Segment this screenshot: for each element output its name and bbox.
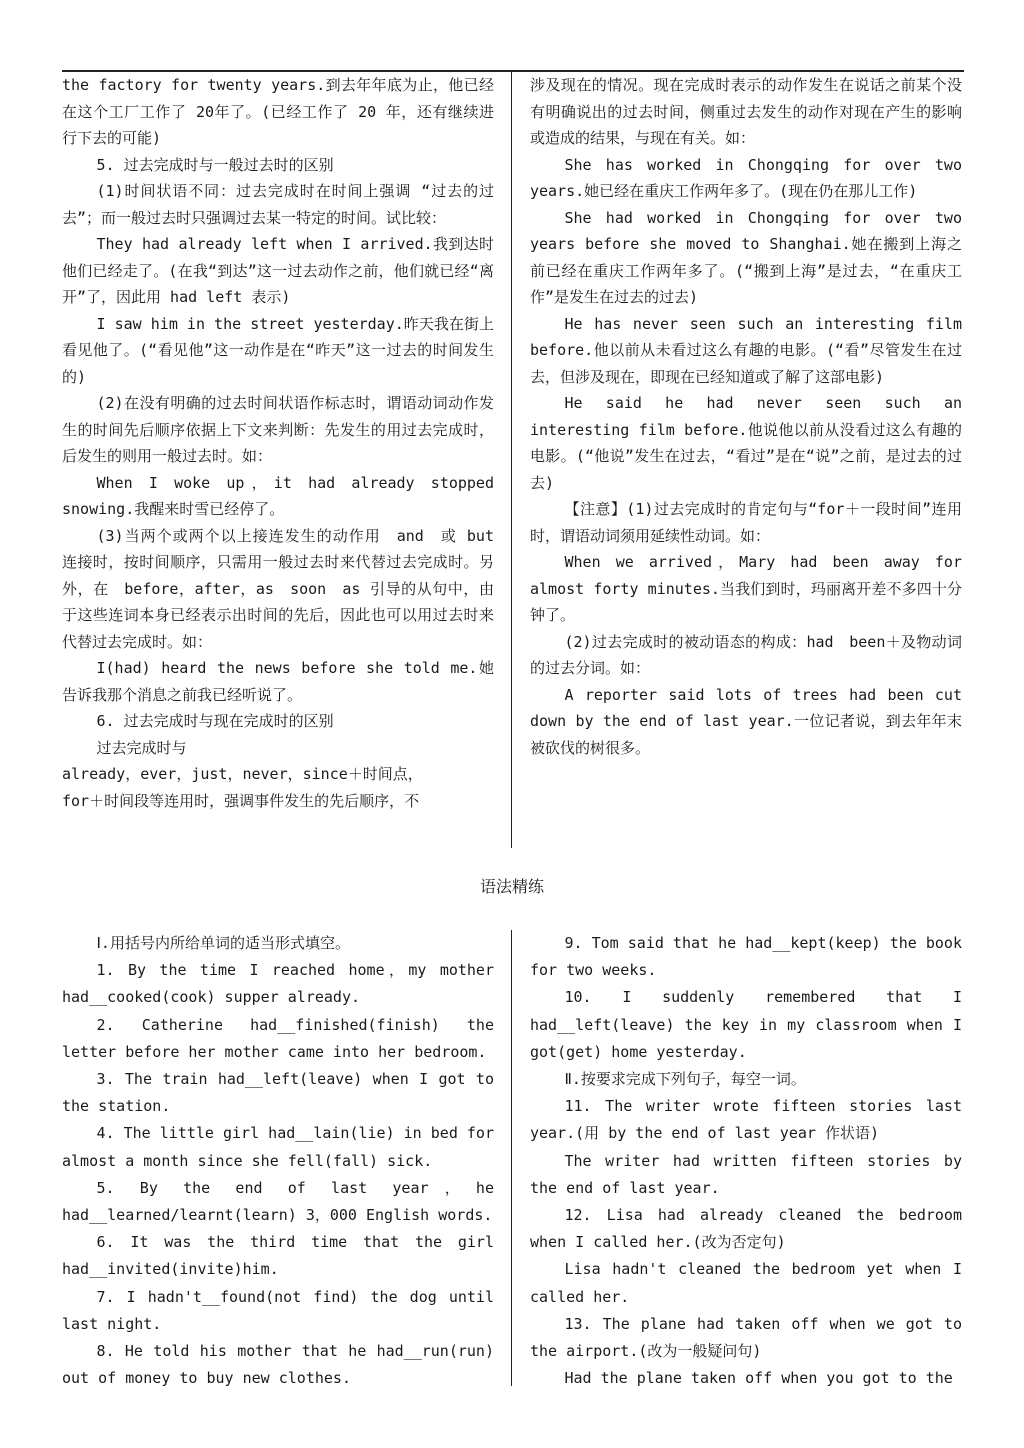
section-heading-6: 6. 过去完成时与现在完成时的区别 — [96, 712, 334, 730]
top-left-column — [62, 72, 510, 814]
exercise-item: 4. The little girl had__lain(lie) in bed for almost a month since she fell(fall) sick. — [62, 1124, 494, 1170]
example-sentence: A reporter said lots of trees had been cut down by the end of last year.一位记者说，到去年年末被砍伐的树很多。 — [530, 685, 962, 757]
exercise-item: 1. By the time I reached home，my mother had__cooked(cook) supper already. — [62, 961, 494, 1007]
exercise-item: 9. Tom said that he had__kept(keep) the book for two weeks. — [530, 934, 962, 980]
paragraph: 涉及现在的情况。现在完成时表示的动作发生在说话之前某个没有明确说出的过去时间，侧重过去发生的动作对现在产生的影响或造成的结果，与现在有关。如： — [530, 76, 962, 147]
section-heading-5: 5. 过去完成时与一般过去时的区别 — [96, 155, 334, 174]
example-sentence: He has never seen such an interesting film before.他以前从未看过这么有趣的电影。(“看”尽管发生在过去，但涉及现在，即现在已经知道或了解了这部电影) — [530, 314, 962, 386]
exercise-answer: Had the plane taken off when you got to the — [564, 1369, 953, 1388]
exercise-answer: Lisa hadn't cleaned the bedroom yet when I called her. — [530, 1260, 962, 1306]
example-sentence: When I woke up，it had already stopped snowing.我醒来时雪已经停了。 — [62, 473, 494, 518]
paragraph: (1)时间状语不同：过去完成时在时间上强调 “过去的过去”；而一般过去时只强调过去某一特定的时间。试比较： — [62, 182, 494, 227]
paragraph: for＋时间段等连用时，强调事件发生的先后顺序，不 — [62, 791, 420, 810]
exercise-left-column — [62, 930, 494, 1392]
exercise-heading: Ⅰ.用括号内所给单词的适当形式填空。 — [96, 934, 350, 952]
example-sentence: She has worked in Chongqing for over two years.她已经在重庆工作两年多了。(现在仍在那儿工作) — [530, 155, 962, 200]
exercise-right-column — [530, 930, 962, 1392]
example-sentence: I(had) heard the news before she told me.她告诉我那个消息之前我已经听说了。 — [62, 659, 494, 704]
exercise-item: 5. By the end of last year，he had__learned/learnt(learn) 3，000 English words. — [62, 1178, 494, 1225]
paragraph: the factory for twenty years.到去年年底为止，他已经在这个工厂工作了 20年了。(已经工作了 20 年，还有继续进行下去的可能) — [62, 76, 494, 147]
example-sentence: I saw him in the street yesterday.昨天我在街上看见他了。(“看见他”这一动作是在“昨天”这一过去的时间发生的) — [62, 314, 494, 386]
column-divider-bottom — [511, 930, 512, 1386]
exercise-item: 7. I hadn't__found(not find) the dog until last night. — [62, 1287, 494, 1333]
example-sentence: When we arrived，Mary had been away for almost forty minutes.当我们到时，玛丽离开差不多四十分钟了。 — [530, 553, 962, 624]
exercise-item: 3. The train had__left(leave) when I got to the station. — [62, 1070, 494, 1116]
column-divider-top — [511, 70, 512, 848]
exercise-item: 11. The writer wrote fifteen stories last year.(用 by the end of last year 作状语) — [530, 1097, 962, 1143]
note-paragraph: 【注意】(1)过去完成时的肯定句与“for＋一段时间”连用时，谓语动词须用延续性动词。如： — [530, 500, 962, 545]
exercise-answer: The writer had written fifteen stories by the end of last year. — [530, 1151, 962, 1197]
section-title: 语法精练 — [479, 877, 544, 896]
paragraph: (3)当两个或两个以上接连发生的动作用 and 或 but 连接时，按时间顺序，只需用一般过去时来代替过去完成时。另外，在 before，after，as soon as 引导的从句中，由于这些连词本身已经表示出时间的先后，因此也可以用过去时来代替过去完成时。如： — [62, 526, 510, 651]
exercise-item: 2. Catherine had__finished(finish) the letter before her mother came into her bedroom. — [62, 1015, 494, 1061]
note-paragraph: (2)过去完成时的被动语态的构成：had been＋及物动词的过去分词。如： — [530, 632, 962, 677]
paragraph: 过去完成时与 — [96, 738, 187, 757]
top-right-column — [530, 72, 962, 761]
example-sentence: She had worked in Chongqing for over two years before she moved to Shanghai.她在搬到上海之前已经在重庆工作两年多了。(“搬到上海”是过去，“在重庆工作”是发生在过去的过去) — [530, 208, 962, 306]
paragraph: already，ever，just，never，since＋时间点， — [62, 765, 423, 783]
exercise-item: 8. He told his mother that he had__run(run) out of money to buy new clothes. — [62, 1342, 494, 1388]
example-sentence: They had already left when I arrived.我到达时他们已经走了。(在我“到达”这一过去动作之前，他们就已经“离开”了，因此用 had left 表示) — [62, 235, 494, 306]
exercise-item: 6. It was the third time that the girl had__invited(invite)him. — [62, 1233, 494, 1279]
exercise-item: 10. I suddenly remembered that I had__left(leave) the key in my classroom when I got(get) home yesterday. — [530, 988, 962, 1061]
exercise-item: 13. The plane had taken off when we got to the airport.(改为一般疑问句) — [530, 1314, 962, 1361]
exercise-heading: Ⅱ.按要求完成下列句子，每空一词。 — [564, 1070, 806, 1089]
exercise-item: 12. Lisa had already cleaned the bedroom when I called her.(改为否定句) — [530, 1206, 962, 1252]
example-sentence: He said he had never seen such an interesting film before.他说他以前从没看过这么有趣的电影。(“他说”发生在过去，“看过”是在“说”之前，是过去的过去) — [530, 394, 962, 492]
paragraph: (2)在没有明确的过去时间状语作标志时，谓语动词动作发生的时间先后顺序依据上下文来判断：先发生的用过去完成时，后发生的则用一般过去时。如： — [62, 394, 494, 465]
